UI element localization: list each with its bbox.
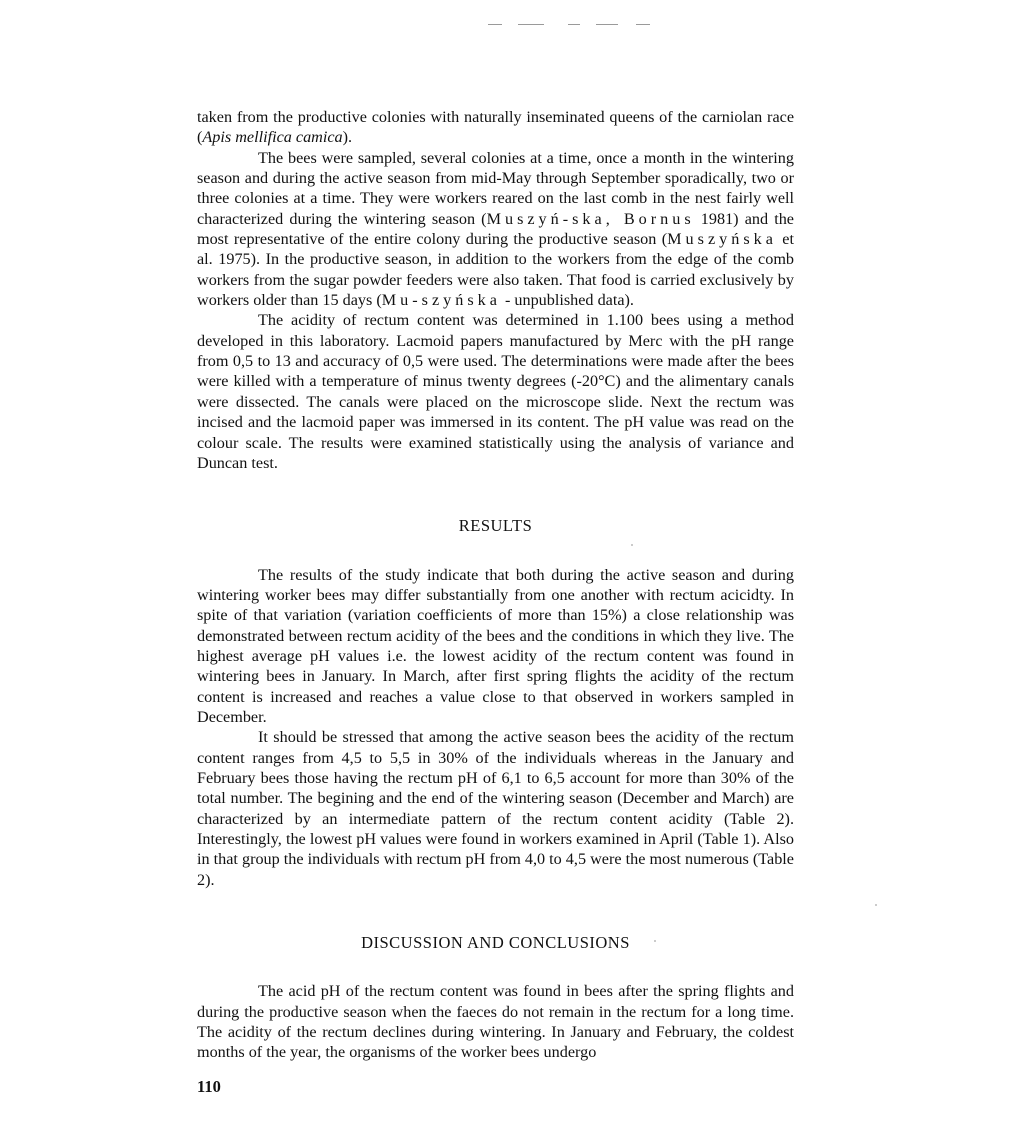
text-run: 1981) and the most representative of the entire colony during the productive season (: [197, 209, 794, 249]
discussion-paragraph-1: The acid pH of the rectum content was found in bees after the spring flights and during the productive season when the faeces do not remain in the rectum for a long time. The acidity of the rectum declines during wintering. In January and February, the coldest months of the year, the organisms of the worker bees undergo: [197, 982, 794, 1062]
results-paragraph-2: It should be stressed that among the active season bees the acidity of the rectum content ranges from 4,5 to 5,5 in 30% of the individuals whereas in the January and February bees those having the rectum pH of 6,1 to 6,5 account for more than 30% of the total number. The begining and the end of the wintering season (December and March) are characterized by an intermediate pattern of the rectum content acidity (Table 2). Interestingly, the lowest pH values were found in workers examined in April (Table 1). Also in that group the individuals with rectum pH from 4,0 to 4,5 were the most numerous (Table 2).: [197, 728, 794, 889]
author-citation: Muszyń-ska, Bornus: [486, 209, 695, 228]
results-heading: RESULTS: [458, 516, 533, 536]
species-name: Apis mellifica camica: [202, 128, 343, 147]
body-text: [197, 107, 794, 1063]
text-run: The bees were sampled, several colonies at a time, once a month in the wintering season and during the active season from mid-May through September sporadically, two or three colonies at a time. They were workers reared on the last comb in the nest fairly well characterized during the wintering season (: [197, 148, 794, 228]
scan-speck: [631, 544, 633, 546]
author-citation: Muszyńska: [667, 230, 777, 249]
paragraph-sampling: [197, 148, 794, 311]
text-run: taken from the productive colonies with naturally inseminated queens of the carniolan race (: [197, 108, 794, 147]
paragraph-continuation: [197, 107, 794, 148]
text-run: ).: [342, 128, 353, 147]
author-citation: Mu-szyńska: [381, 291, 501, 310]
scan-speck: [654, 940, 656, 942]
scan-speck: [875, 904, 877, 906]
text-run: - unpublished data).: [500, 291, 634, 310]
text-run: et al. 1975). In the productive season, in addition to the workers from the edge of the comb workers from the sugar powder feeders were also taken. That food is carried exclusively by workers older than 15 days (: [197, 230, 794, 310]
discussion-heading: DISCUSSION AND CONCLUSIONS: [361, 933, 630, 953]
scan-artifact-marks: [488, 22, 658, 28]
paragraph-method: The acidity of rectum content was determined in 1.100 bees using a method developed in this laboratory. Lacmoid papers manufactured by Merc with the pH range from 0,5 to 13 and accuracy of 0,5 were used. The determinations were made after the bees were killed with a temperature of minus twenty degrees (-20°C) and the alimentary canals were dissected. The canals were placed on the microscope slide. Next the rectum was incised and the lacmoid paper was immersed in its content. The pH value was read on the colour scale. The results were examined statistically using the analysis of variance and Duncan test.: [197, 311, 794, 472]
results-paragraph-1: The results of the study indicate that both during the active season and during wintering worker bees may differ substantially from one another with rectum aciсidty. In spite of that variation (variation coefficients of more than 15%) a close relationship was demonstrated between rectum acidity of the bees and the conditions in which they live. The highest average pH values i.e. the lowest acidity of the rectum content was found in wintering bees in January. In March, after first spring flights the acidity of the rectum content is increased and reaches a value close to that observed in workers sampled in December.: [197, 565, 794, 726]
page-number: 110: [197, 1077, 221, 1096]
